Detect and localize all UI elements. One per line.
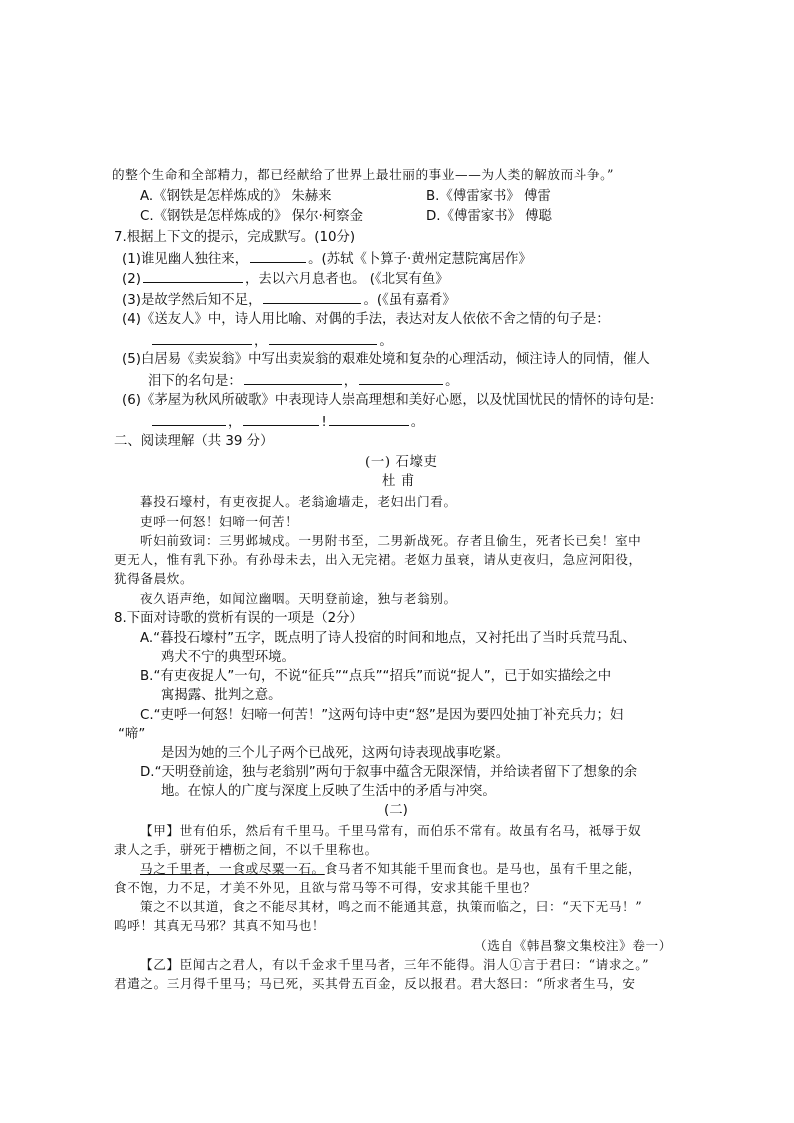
q7-2-after: ，去以六月息者也。 (《北冥有鱼》 [244,272,449,287]
poem-line-3c: 犹得备晨炊。 [114,571,194,586]
answer-blank[interactable] [152,330,252,345]
jia-line-2: 隶人之手，骈死于槽枥之间，不以千里称也。 [114,842,378,857]
q8-option-a-1: A.“暮投石壕村”五字，既点明了诗人投宿的时间和地点，又衬托出了当时兵荒马乱、 [140,631,636,646]
q7-item-3 [122,289,456,311]
q7-5-sep: ， [343,374,358,389]
q7-stem: 7.根据上下文的提示，完成默写。(10分) [114,230,356,245]
source-citation: （选自《韩昌黎文集校注》卷一） [474,938,672,953]
q7-6-end: 。 [410,415,425,430]
q7-item-4-answer [150,330,393,352]
answer-blank[interactable] [250,248,306,263]
q7-4-end: 。 [379,334,393,349]
jia-line-3 [140,859,641,879]
poem-author: 杜 甫 [382,474,415,489]
q7-item-1 [122,248,532,270]
answer-blank[interactable] [152,411,226,426]
answer-blank[interactable] [243,411,319,426]
q7-item-6-answer [150,411,424,433]
answer-blank[interactable] [269,330,377,345]
answer-blank[interactable] [329,411,409,426]
poem-line-2: 吏呼一何怒！妇啼一何苦！ [140,514,299,529]
q8-option-c-3: 是因为她的三个儿子两个已战死，这两句诗表现战事吃紧。 [161,746,510,761]
q8-option-d-1: D.“天明登前途，独与老翁别”两句于叙事中蕴含无限深情，并给读者留下了想象的余 [140,765,638,780]
q7-5-end: 。 [445,374,459,389]
yi-line-2: 君遣之。三月得千里马；马已死，买其骨五百金，反以报君。君大怒曰：“所求者生马，安 [114,976,636,991]
q7-1-before: (1)谁见幽人独往来， [122,252,249,267]
q8-option-c-1: C.“吏呼一何怒！妇啼一何苦！”这两句诗中吏“怒”是因为要四处抽丁补充兵力；妇 [140,708,624,723]
poem-line-4: 夜久语声绝，如闻泣幽咽。天明登前途，独与老翁别。 [140,591,457,606]
option-a: A.《钢铁是怎样炼成的》 朱赫来 [140,189,332,204]
answer-blank[interactable] [143,268,243,283]
q8-option-d-2: 地。在惊人的广度与深度上反映了生活中的矛盾与冲突。 [161,784,496,799]
jia-line-4: 食不饱，力不足，才美不外见，且欲与常马等不可得，安求其能千里也？ [114,880,537,895]
q8-option-b-1: B.“有吏夜捉人”一句，不说“征兵”“点兵”“招兵”而说“捉人”，已于如实描绘之中 [140,669,612,684]
q7-6-excl: ! [321,415,327,430]
q7-4-sep: ， [254,334,268,349]
answer-blank[interactable] [263,289,361,304]
q7-5-before: 泪下的名句是： [148,374,242,389]
answer-blank[interactable] [244,370,342,385]
poem-line-3a: 听妇前致词：三男邺城戍。一男附书至，二男新战死。存者且偷生，死者长已矣！室中 [140,533,642,548]
poem-title: (一) 石壕吏 [365,455,438,470]
part-2-title: (二) [384,803,408,818]
quote-tail: 的整个生命和全部精力，都已经献给了世界上最壮丽的事业——为人类的解放而斗争。” [112,167,615,182]
option-d: D.《傅雷家书》 傅聪 [426,209,552,224]
yi-line-1: 【乙】臣闻古之君人，有以千金求千里马者，三年不能得。涓人①言于君曰：“请求之。” [140,957,650,972]
option-b: B.《傅雷家书》 傅雷 [426,189,551,204]
section-2-heading: 二、阅读理解（共 39 分） [114,434,274,449]
jia-line-6: 呜呼！其真无马邪？其真不知马也！ [114,918,326,933]
poem-line-1: 暮投石壕村，有吏夜捉人。老翁逾墙走，老妇出门看。 [140,494,457,509]
answer-blank[interactable] [359,370,443,385]
jia-line-5: 策之不以其道，食之不能尽其材，鸣之而不能通其意，执策而临之，曰：“天下无马！” [140,899,643,914]
q8-option-c-2: “啼” [118,727,146,742]
q8-stem: 8.下面对诗歌的赏析有误的一项是（2分） [114,611,363,626]
q7-item-5-answer [148,370,459,392]
option-c: C.《钢铁是怎样炼成的》 保尔·柯察金 [140,209,363,224]
jia-line-1: 【甲】世有伯乐，然后有千里马。千里马常有，而伯乐不常有。故虽有名马，祗辱于奴 [140,823,642,838]
q8-option-b-2: 寓揭露、批判之意。 [161,688,282,703]
q7-1-after: 。(苏轼《卜算子·黄州定慧院寓居作》 [308,252,532,267]
jia-line-3-rest: 食马者不知其能千里而食也。是马也，虽有千里之能， [324,861,642,876]
q8-option-a-2: 鸡犬不宁的典型环境。 [161,650,295,665]
poem-line-3b: 更无人，惟有乳下孙。有孙母未去，出入无完裙。老妪力虽衰，请从吏夜归，急应河阳役， [114,552,642,567]
q7-item-4: (4)《送友人》中，诗人用比喻、对偶的手法，表达对友人依依不舍之情的句子是： [122,312,610,327]
underlined-sentence: 马之千里者，一食或尽粟一石。 [140,861,325,876]
q7-item-2 [122,268,449,290]
q7-6-sep: ， [228,415,242,430]
q7-item-5: (5)白居易《卖炭翁》中写出卖炭翁的艰难处境和复杂的心理活动，倾注诗人的同情，催人 [122,352,650,367]
q7-item-6: (6)《茅屋为秋风所破歌》中表现诗人崇高理想和美好心愿，以及忧国忧民的情怀的诗句是: [122,393,655,408]
q7-2-before: (2) [122,272,141,287]
q7-3-before: (3)是故学然后知不足， [122,293,262,308]
q7-3-after: 。(《虽有嘉肴》 [363,293,456,308]
